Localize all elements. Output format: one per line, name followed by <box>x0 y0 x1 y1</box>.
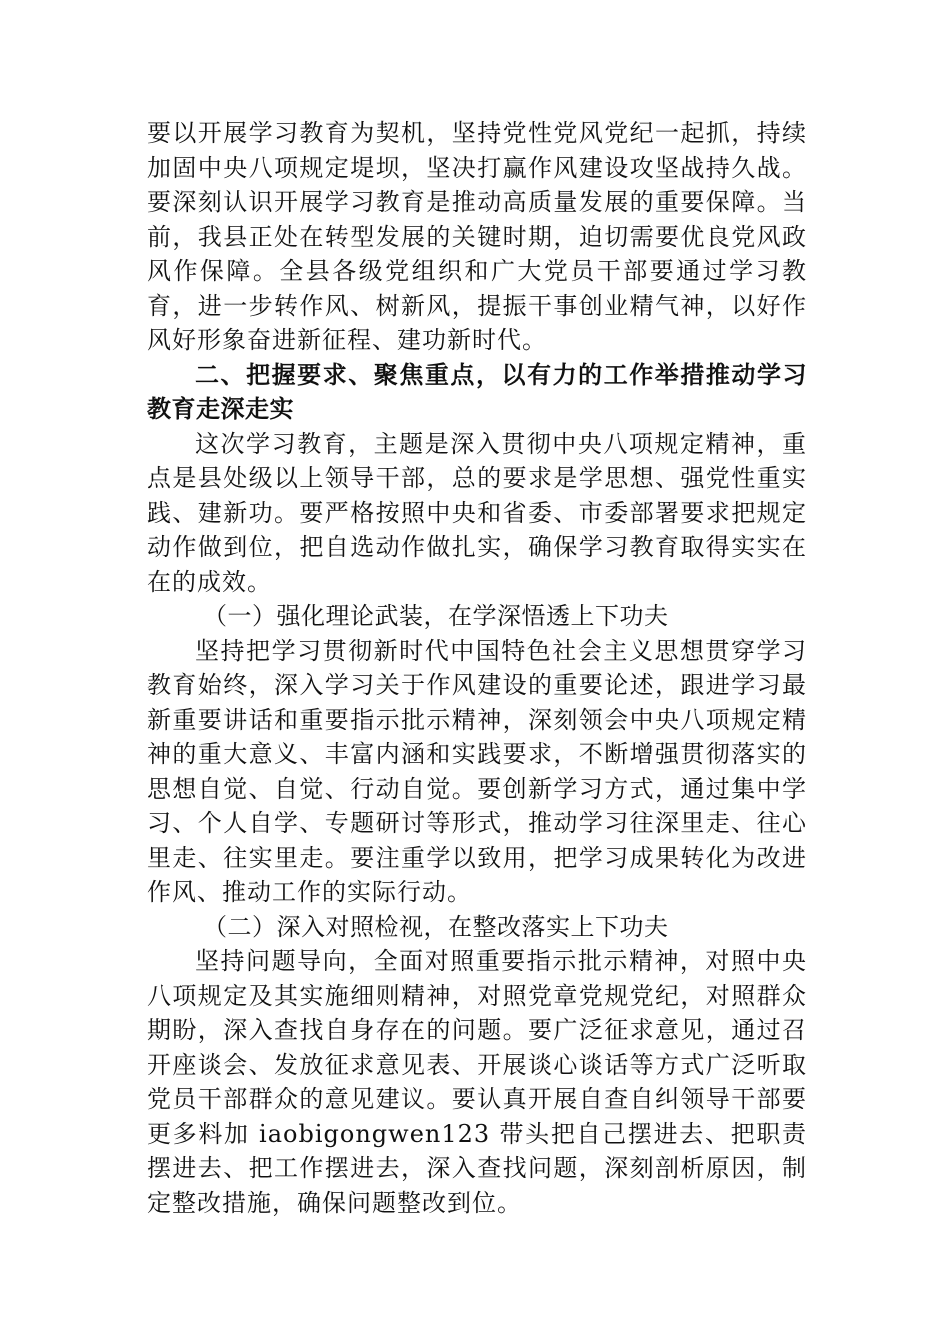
document-page <box>147 116 807 1220</box>
paragraph-intro-continuation: 要以开展学习教育为契机，坚持党性党风党纪一起抓，持续加固中央八项规定堤坝，坚决打赢作风建设攻坚战持久战。要深刻认识开展学习教育是推动高质量发展的重要保障。当前，我县正处在转型发展的关键时期，迫切需要优良党风政风作保障。全县各级党组织和广大党员干部要通过学习教育，进一步转作风、树新风，提振干事创业精气神，以好作风好形象奋进新征程、建功新时代。 <box>147 119 807 354</box>
paragraph-subsection-1: 坚持把学习贯彻新时代中国特色社会主义思想贯穿学习教育始终，深入学习关于作风建设的重要论述，跟进学习最新重要讲话和重要指示批示精神，深刻领会中央八项规定精神的重大意义、丰富内涵和实践要求，不断增强贯彻落实的思想自觉、自觉、行动自觉。要创新学习方式，通过集中学习、个人自学、专题研讨等形式，推动学习往深里走、往心里走、往实里走。要注重学以致用，把学习成果转化为改进作风、推动工作的实际行动。 <box>147 636 807 906</box>
subsection-heading-2: （二）深入对照检视，在整改落实上下功夫 <box>203 912 669 941</box>
paragraph-subsection-2: 坚持问题导向，全面对照重要指示批示精神，对照中央八项规定及其实施细则精神，对照党章党规党纪，对照群众期盼，深入查找自身存在的问题。要广泛征求意见，通过召开座谈会、发放征求意见表、开展谈心谈话等方式广泛听取党员干部群众的意见建议。要认真开展自查自纠领导干部要更多料加 iaobigongwen123 带头把自己摆进去、把职责摆进去、把工作摆进去，深入查找问题，深刻剖析原因，制定整改措施，确保问题整改到位。 <box>147 947 807 1217</box>
section-heading-2: 二、把握要求、聚焦重点，以有力的工作举措推动学习教育走深走实 <box>147 360 807 423</box>
subsection-heading-1: （一）强化理论武装，在学深悟透上下功夫 <box>203 602 669 630</box>
paragraph-section-2-intro: 这次学习教育，主题是深入贯彻中央八项规定精神，重点是县处级以上领导干部，总的要求是学思想、强党性重实践、建新功。要严格按照中央和省委、市委部署要求把规定动作做到位，把自选动作做扎实，确保学习教育取得实实在在的成效。 <box>147 429 807 596</box>
